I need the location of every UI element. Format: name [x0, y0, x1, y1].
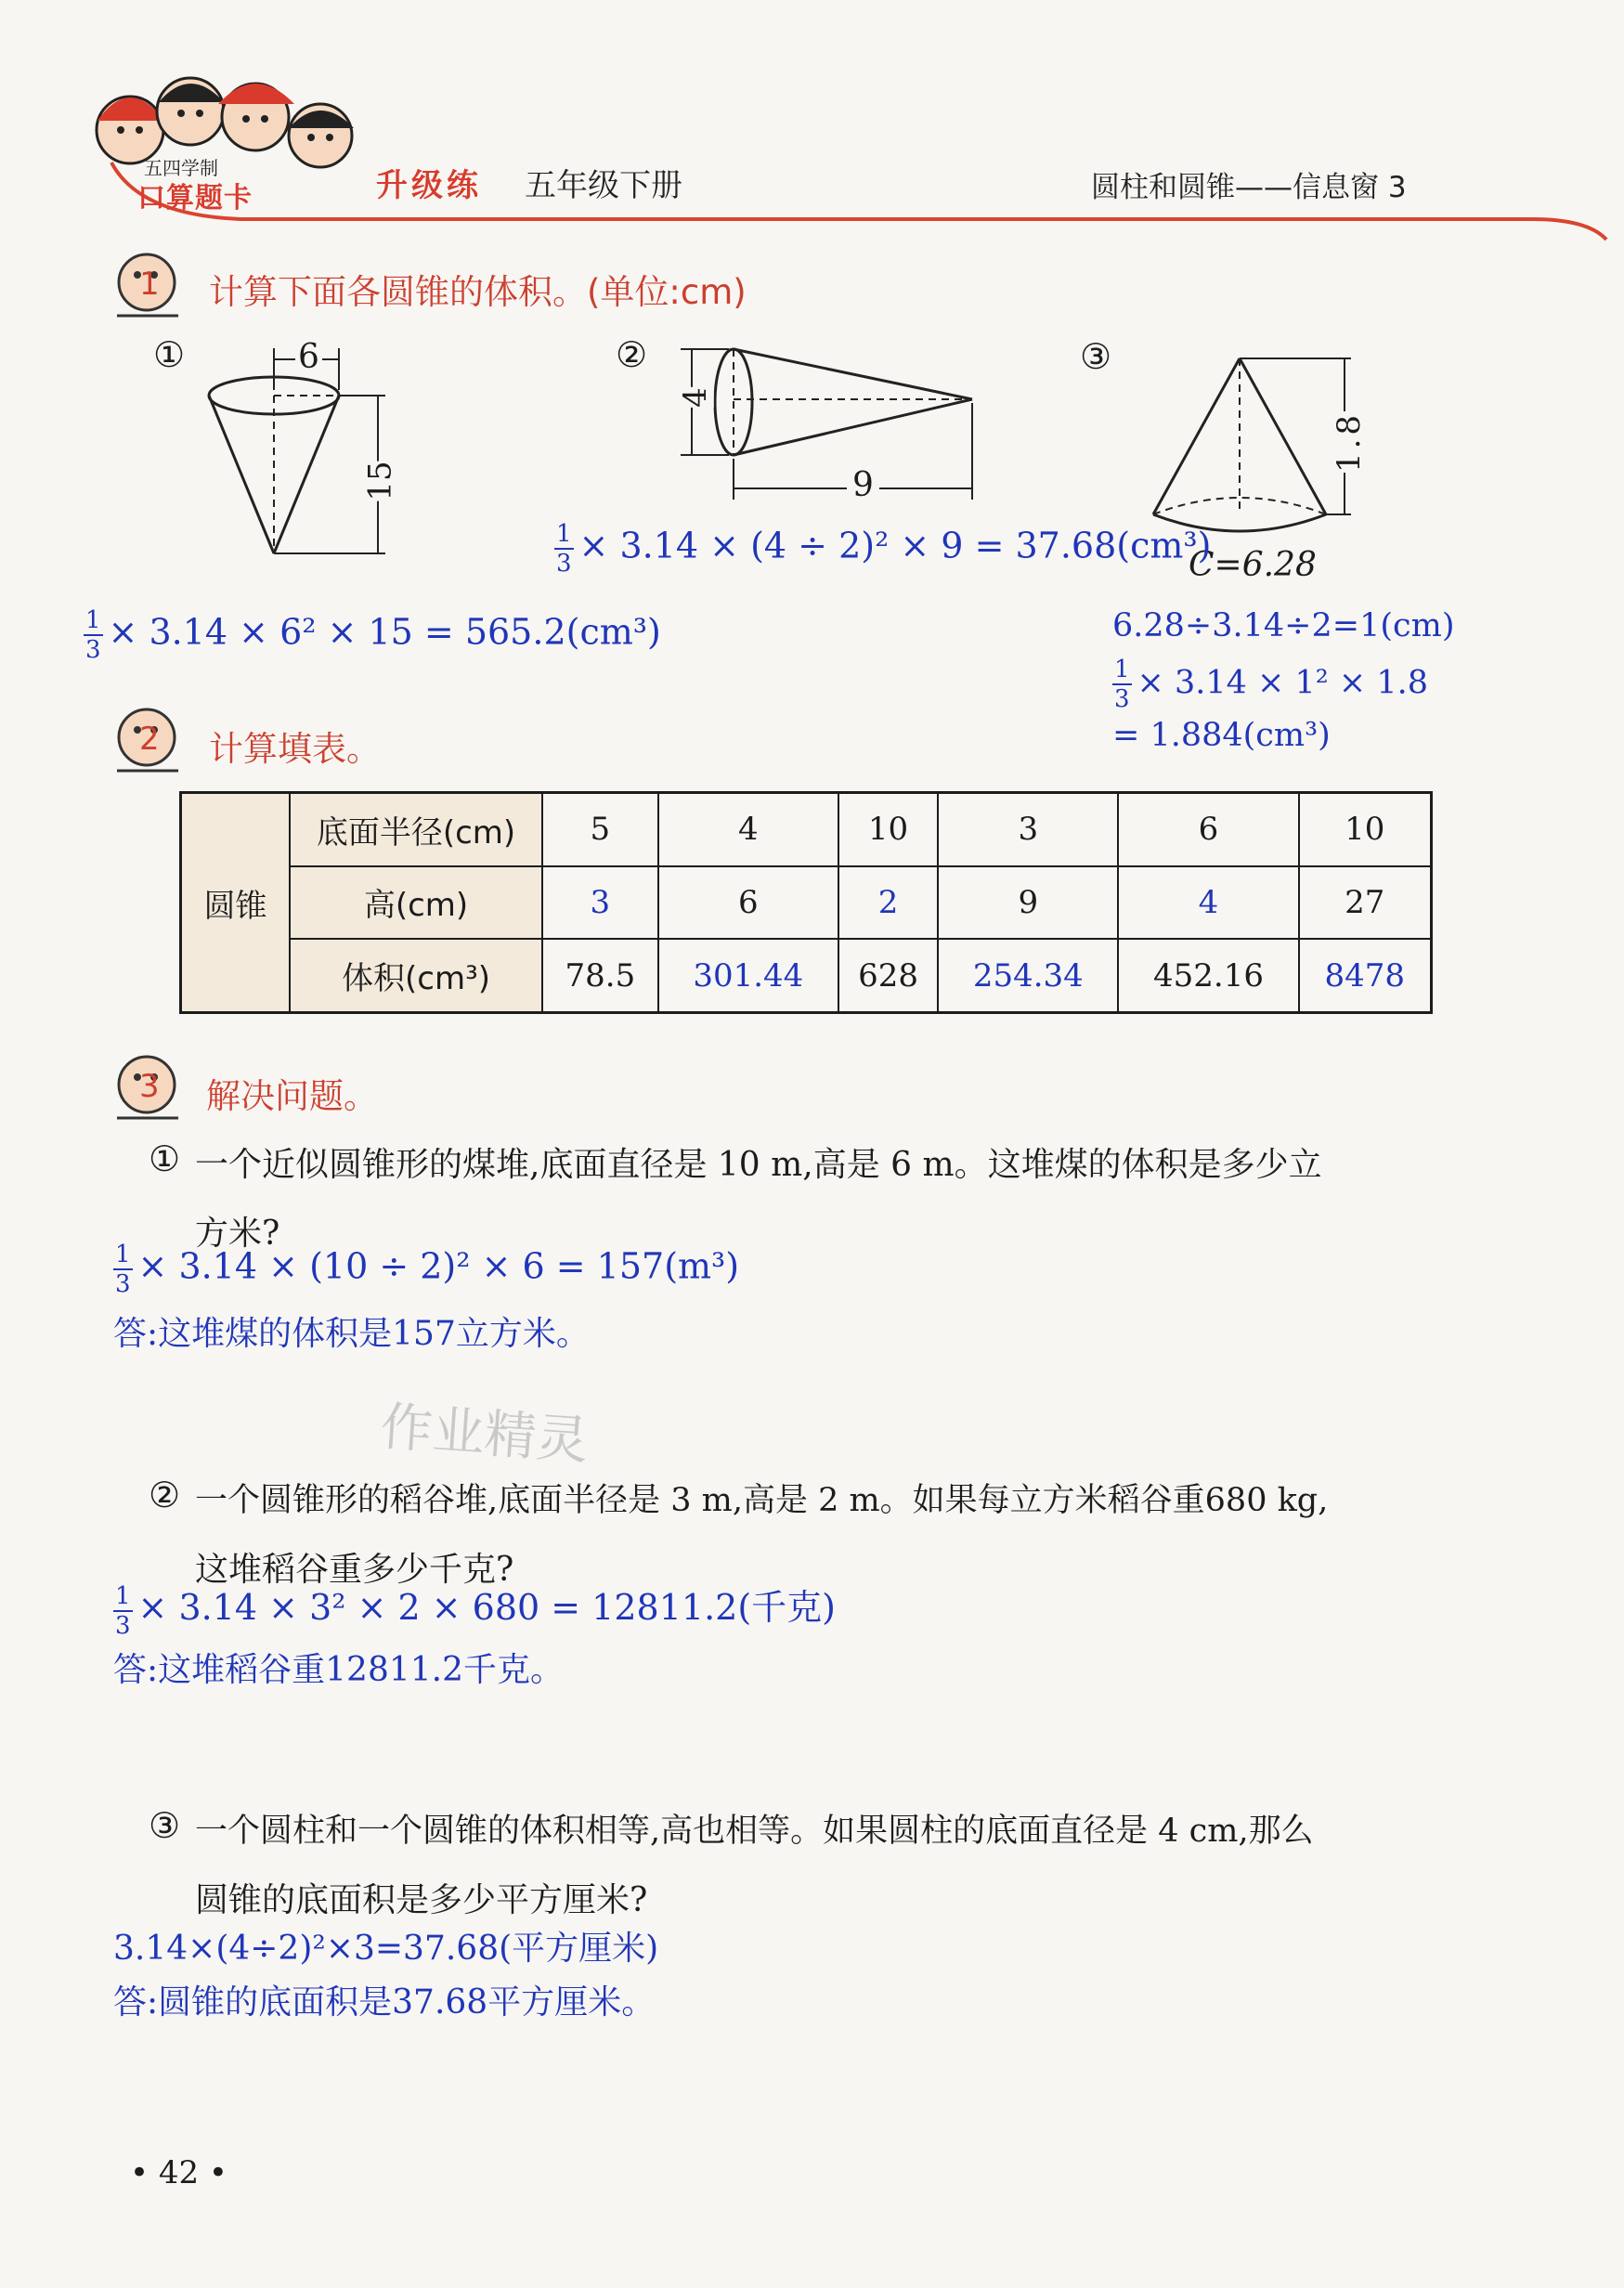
- problem-2-text-line-1: 一个圆锥形的稻谷堆,底面半径是 3 m,高是 2 m。如果每立方米稻谷重680 kg,: [195, 1482, 1329, 1519]
- table-cell: 628: [838, 939, 938, 1012]
- fraction: [1112, 657, 1132, 711]
- section-3-title: 解决问题。: [206, 1076, 378, 1116]
- frac-den: 3: [556, 550, 572, 578]
- frac-num: 1: [115, 1241, 131, 1268]
- table-cell: 3: [542, 866, 658, 939]
- header: [0, 0, 1624, 232]
- figure-2-diameter: 4: [676, 387, 714, 408]
- answer-2-expr: × 3.14 × (4 ÷ 2)² × 9 = 37.68(cm³): [578, 525, 1212, 566]
- table-cell: 78.5: [542, 939, 658, 1012]
- problem-1-marker: ①: [149, 1138, 181, 1179]
- figure-3-circumference: C=6.28: [1189, 546, 1317, 584]
- fraction: [554, 522, 574, 576]
- answer-3-line-1: 6.28÷3.14÷2=1(cm): [1112, 607, 1455, 644]
- row-label: 底面半径(cm): [290, 793, 542, 866]
- table-cell: 10: [1299, 793, 1432, 866]
- frac-den: 3: [1114, 685, 1130, 713]
- row-header: 圆锥: [181, 793, 291, 1013]
- problem-3-text-line-2: 圆锥的底面积是多少平方厘米?: [195, 1881, 648, 1919]
- section-1-number: 1: [139, 266, 160, 303]
- problem-2-calculation: [113, 1579, 836, 1638]
- figure-2-height: 9: [847, 466, 879, 504]
- series-label: 升级练: [376, 167, 482, 204]
- problem-2-calc-expr: × 3.14 × 3² × 2 × 680 = 12811.2(千克): [137, 1587, 836, 1628]
- table-cell: 301.44: [658, 939, 838, 1012]
- table-cell: 2: [838, 866, 938, 939]
- figure-2-marker: ②: [616, 334, 648, 375]
- brand-top: 五四学制: [144, 157, 218, 179]
- problem-1-calc-expr: × 3.14 × (10 ÷ 2)² × 6 = 157(m³): [137, 1245, 740, 1287]
- answer-3-line-3: = 1.884(cm³): [1112, 717, 1331, 754]
- problem-1-answer: 答:这堆煤的体积是157立方米。: [113, 1315, 590, 1353]
- brand-logo: 口算题卡: [137, 182, 253, 214]
- frac-num: 1: [85, 606, 101, 634]
- fraction: [113, 1242, 133, 1296]
- grade-label: 五年级下册: [525, 167, 682, 204]
- problem-3-marker: ③: [149, 1805, 181, 1846]
- row-label: 体积(cm³): [290, 939, 542, 1012]
- section-3-number: 3: [139, 1068, 160, 1105]
- table-cell: 6: [1118, 793, 1298, 866]
- section-2-number: 2: [139, 721, 160, 758]
- answer-1-expr: × 3.14 × 6² × 15 = 565.2(cm³): [108, 611, 661, 653]
- table-row: [181, 793, 1432, 866]
- table-cell: 6: [658, 866, 838, 939]
- row-label: 高(cm): [290, 866, 542, 939]
- table-cell: 27: [1299, 866, 1432, 939]
- fraction: [113, 1581, 133, 1640]
- table-cell: 5: [542, 793, 658, 866]
- problem-2-text-line-2: 这堆稻谷重多少千克?: [195, 1551, 514, 1589]
- table-cell: 452.16: [1118, 939, 1298, 1012]
- table-cell: 4: [658, 793, 838, 866]
- table-cell: 8478: [1299, 939, 1432, 1012]
- table-cell: 3: [938, 793, 1118, 866]
- frac-den: 3: [115, 1611, 131, 1640]
- figure-3-height: 1.8: [1331, 410, 1369, 474]
- table-row: [181, 866, 1432, 939]
- cone-table: [179, 791, 1433, 1014]
- frac-den: 3: [115, 1270, 131, 1298]
- answer-figure-2: [554, 522, 1211, 576]
- section-1-title: 计算下面各圆锥的体积。(单位:cm): [209, 272, 747, 312]
- fraction: [84, 608, 103, 662]
- problem-1-text-line-1: 一个近似圆锥形的煤堆,底面直径是 10 m,高是 6 m。这堆煤的体积是多少立: [195, 1146, 1322, 1184]
- table-cell: 10: [838, 793, 938, 866]
- cone-figure-2: [673, 342, 989, 509]
- cone-figure-1: [200, 344, 404, 566]
- table-row: [181, 939, 1432, 1012]
- table-cell: 9: [938, 866, 1118, 939]
- frac-num: 1: [115, 1581, 131, 1610]
- problem-3-text-line-1: 一个圆柱和一个圆锥的体积相等,高也相等。如果圆柱的底面直径是 4 cm,那么: [195, 1813, 1314, 1850]
- frac-den: 3: [85, 636, 101, 664]
- section-2-title: 计算填表。: [209, 729, 381, 769]
- frac-num: 1: [556, 520, 572, 548]
- answer-figure-1: [84, 608, 661, 662]
- answer-figure-3: [1112, 657, 1428, 711]
- table-cell: 4: [1118, 866, 1298, 939]
- problem-2-answer: 答:这堆稻谷重12811.2千克。: [113, 1651, 564, 1689]
- figure-1-height: 15: [361, 461, 399, 501]
- frac-num: 1: [1114, 656, 1130, 683]
- answer-3-expr: × 3.14 × 1² × 1.8: [1137, 664, 1429, 702]
- unit-label: 圆柱和圆锥——信息窗 3: [1091, 171, 1407, 204]
- problem-3-answer: 答:圆锥的底面积是37.68平方厘米。: [113, 1983, 656, 2022]
- figure-1-marker: ①: [153, 334, 186, 375]
- watermark: 作业精灵: [378, 1397, 591, 1472]
- figure-3-marker: ③: [1080, 336, 1112, 377]
- problem-1-text-line-2: 方米?: [195, 1215, 280, 1253]
- problem-1-calculation: [113, 1242, 739, 1296]
- mascot-faces-icon: [88, 56, 367, 186]
- page-number: • 42 •: [130, 2154, 227, 2191]
- problem-2-marker: ②: [149, 1475, 181, 1515]
- figure-1-diameter: 6: [295, 338, 322, 376]
- problem-3-calculation: 3.14×(4÷2)²×3=37.68(平方厘米): [113, 1930, 659, 1968]
- table-cell: 254.34: [938, 939, 1118, 1012]
